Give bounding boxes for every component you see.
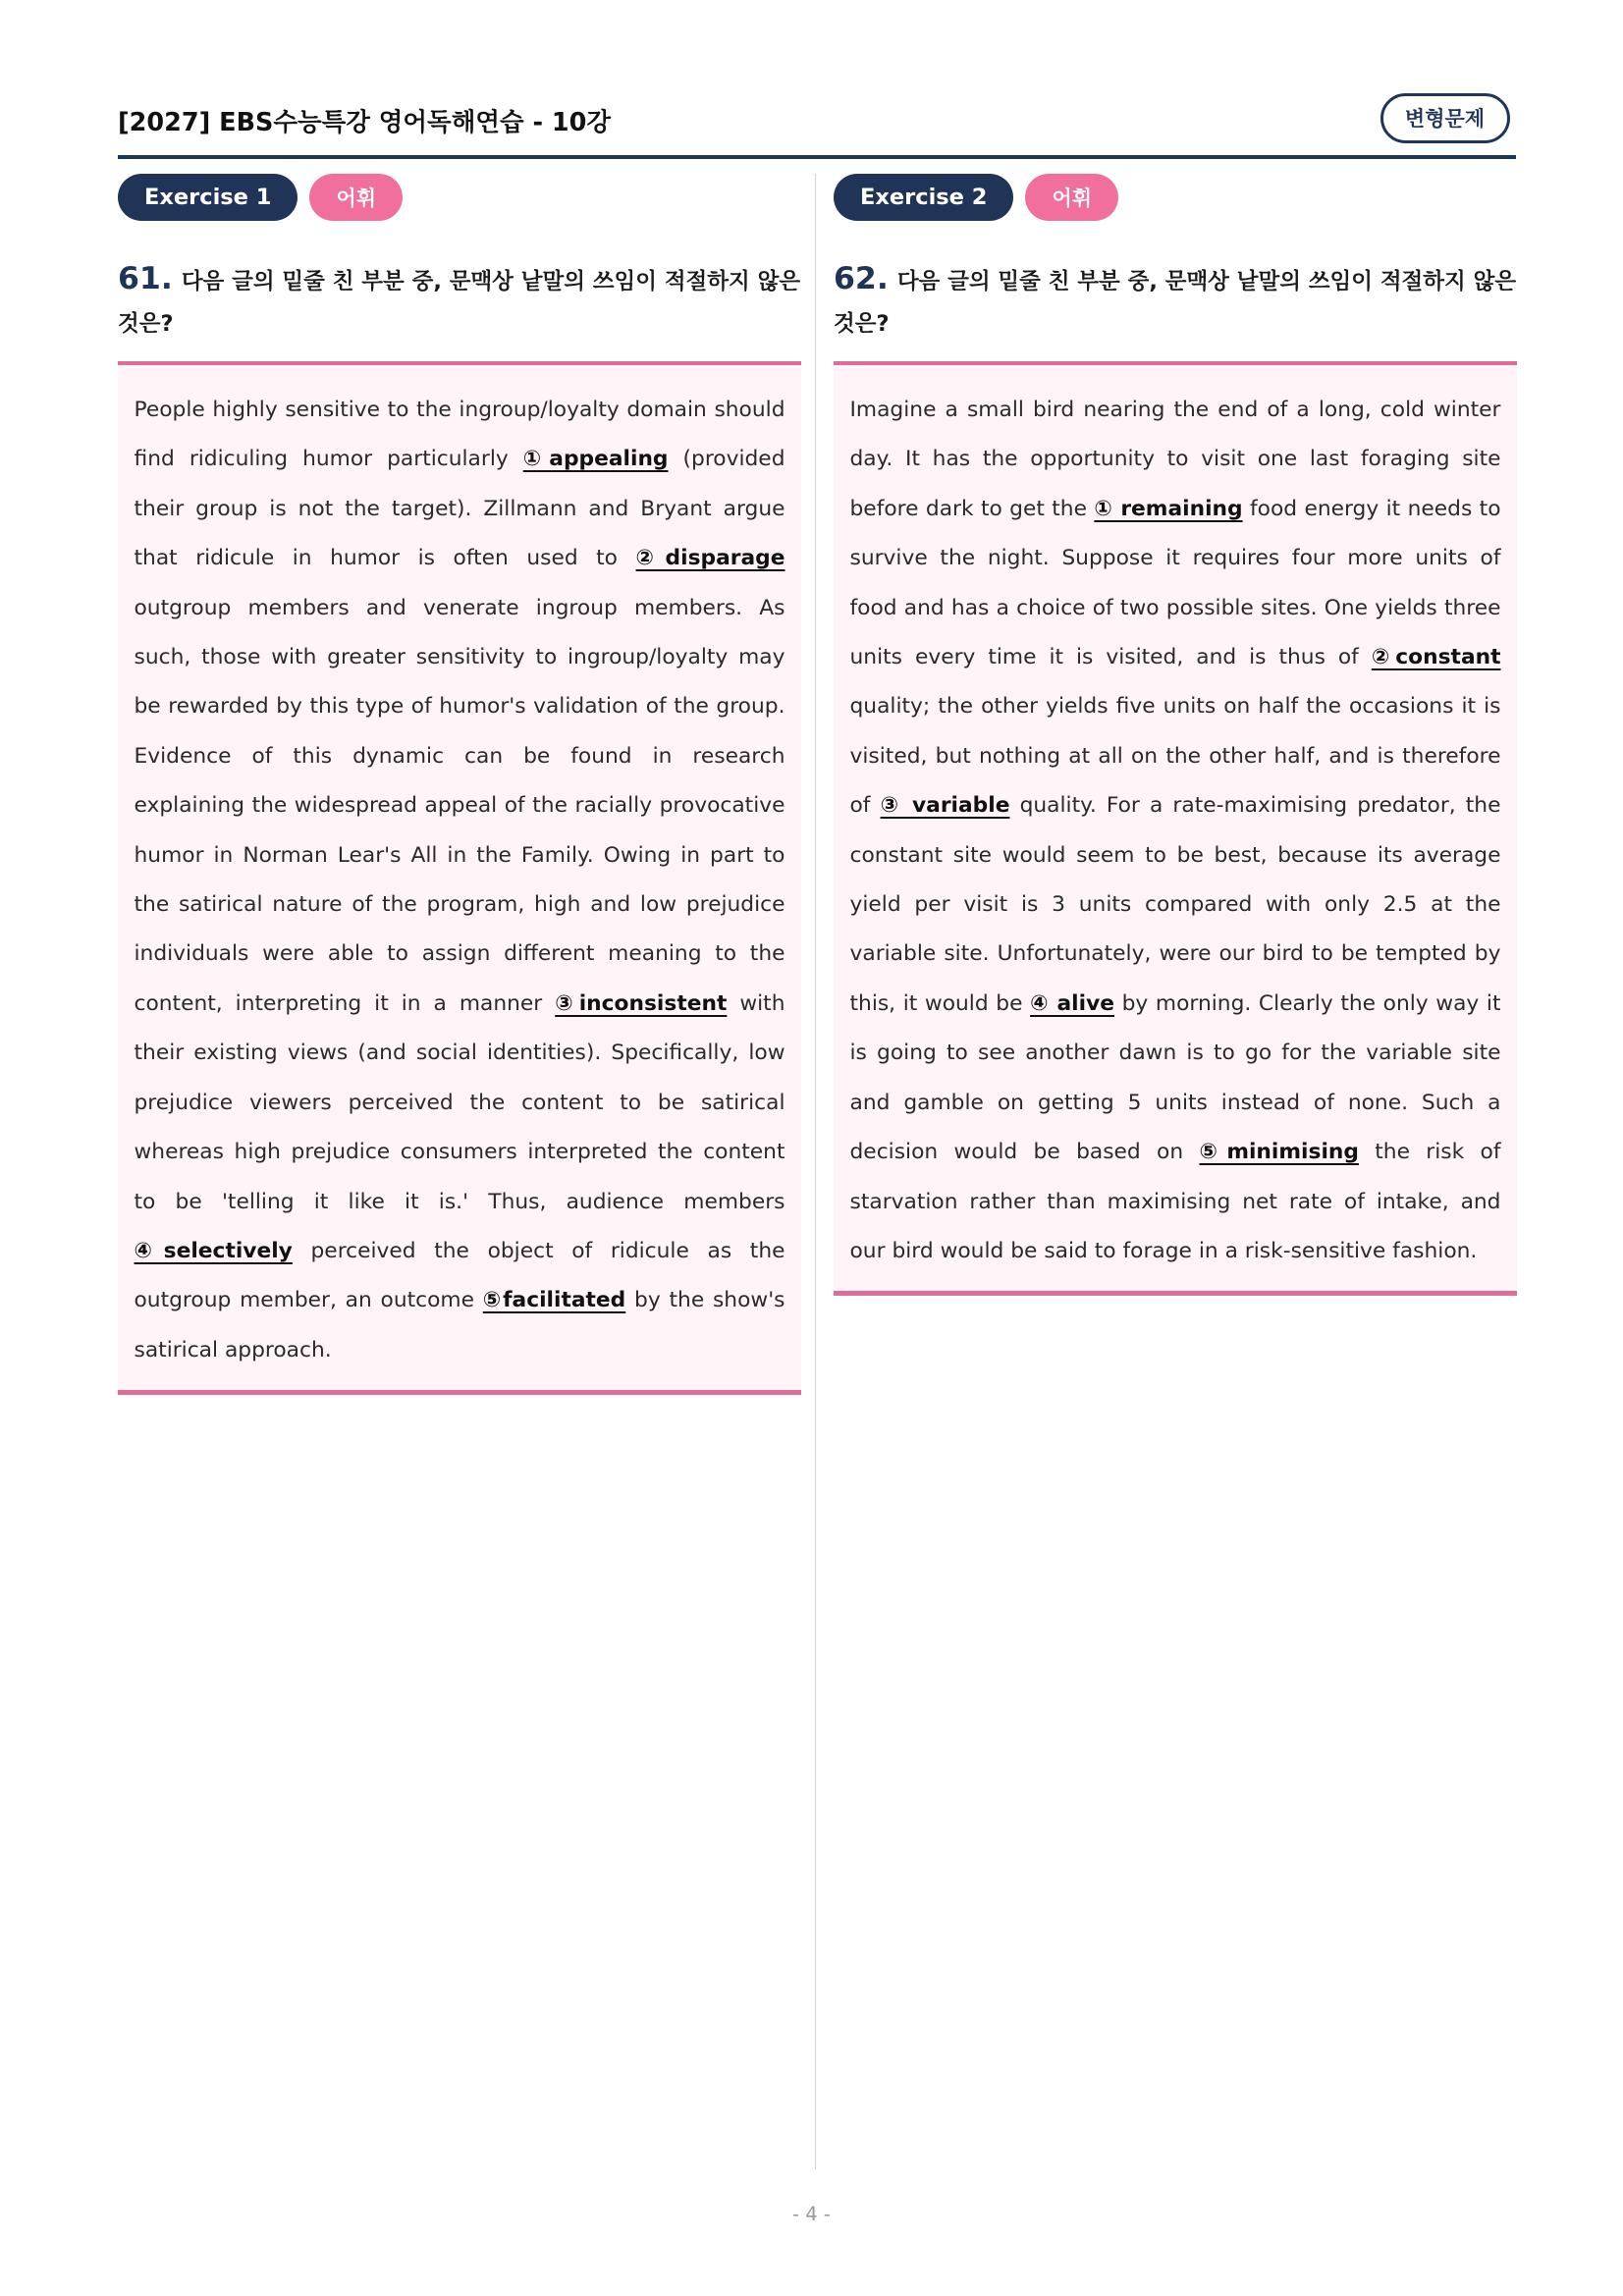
underlined-choice: ③ variable xyxy=(880,793,1010,819)
exercise-1-column xyxy=(118,174,801,1395)
exercise-2-category: 어휘 xyxy=(1025,174,1118,221)
column-divider xyxy=(815,174,817,2169)
passage-62-bottom-rule xyxy=(834,1291,1517,1296)
underlined-choice: ① remaining xyxy=(1094,496,1243,521)
question-62-number: 62. xyxy=(834,260,889,296)
passage-text: (provided their group is not the target). Zillmann and Bryant argue that ridicule in humor is often used to xyxy=(134,447,785,571)
passage-text: food energy it needs to survive the night. Suppose it requires four more units of food and has a choice of two possible sites. One yields three units every time it is visited, and is thus of xyxy=(849,496,1501,670)
passage-text: perceived the object of ridicule as the outgroup member, an outcome xyxy=(134,1238,785,1313)
question-62-prompt: 다음 글의 밑줄 친 부분 중, 문맥상 낱말의 쓰임이 적절하지 않은 것은? xyxy=(834,268,1517,337)
passage-text: by the show's satirical approach. xyxy=(134,1288,785,1362)
passage-text: Imagine a small bird nearing the end of a long, cold winter day. It has the opportunity to visit one last foraging site before dark to get the xyxy=(849,398,1501,521)
passage-61 xyxy=(118,365,801,1390)
question-61-prompt: 다음 글의 밑줄 친 부분 중, 문맥상 낱말의 쓰임이 적절하지 않은 것은? xyxy=(118,268,801,337)
underlined-choice: ⑤facilitated xyxy=(482,1288,626,1313)
exercise-2-column xyxy=(834,174,1517,1296)
question-type-badge: 변형문제 xyxy=(1380,93,1510,143)
question-61-number: 61. xyxy=(118,260,173,296)
document-title: [2027] EBS수능특강 영어독해연습 - 10강 xyxy=(118,108,612,137)
underlined-choice: ④ alive xyxy=(1030,990,1114,1016)
exercise-2-tags xyxy=(834,174,1517,221)
passage-text: People highly sensitive to the ingroup/loyalty domain should find ridiculing humor particularly xyxy=(134,398,785,472)
exercise-1-label: Exercise 1 xyxy=(118,174,298,221)
exercise-1-tags xyxy=(118,174,801,221)
passage-text: quality; the other yields five units on half the occasions it is visited, but nothing at all on the other half, and is therefore of xyxy=(849,694,1501,819)
page-number: - 4 - xyxy=(792,2203,831,2225)
passage-text: with their existing views (and social identities). Specifically, low prejudice viewers perceived the content to be satirical whereas high prejudice consumers interpreted the content to be 'telling it like it is.' Thus, audience members xyxy=(134,990,785,1214)
header-divider xyxy=(118,155,1516,160)
exercise-1-category: 어휘 xyxy=(309,174,403,221)
exercise-2-label: Exercise 2 xyxy=(834,174,1013,221)
passage-62 xyxy=(834,365,1517,1291)
underlined-choice: ①appealing xyxy=(522,447,669,472)
passage-text: the risk of starvation rather than maximising net rate of intake, and our bird would be said to forage in a risk-sensitive fashion. xyxy=(849,1140,1501,1263)
passage-61-bottom-rule xyxy=(118,1390,801,1395)
passage-text: outgroup members and venerate ingroup members. As such, those with greater sensitivity to ingroup/loyalty may be rewarded by this type of humor's validation of the group. Evidence of this dynamic can be found in research explaining the widespread appeal of the racially provocative humor in Norman Lear's All in the Family. Owing in part to the satirical nature of the program, high and low prejudice individuals were able to assign different meaning to the content, interpreting it in a manner xyxy=(134,595,785,1016)
passage-text: quality. For a rate-maximising predator, the constant site would seem to be best, because its average yield per visit is 3 units compared with only 2.5 at the variable site. Unfortunately, were our bird to be tempted by this, it would be xyxy=(849,793,1501,1016)
underlined-choice: ④selectively xyxy=(134,1238,293,1263)
underlined-choice: ②disparage xyxy=(635,546,785,571)
question-61 xyxy=(118,258,801,347)
underlined-choice: ②constant xyxy=(1371,645,1501,670)
passage-text: by morning. Clearly the only way it is going to see another dawn is to go for the variable site and gamble on getting 5 units instead of none. Such a decision would be based on xyxy=(849,990,1501,1165)
underlined-choice: ③inconsistent xyxy=(555,990,728,1016)
question-62 xyxy=(834,258,1517,347)
underlined-choice: ⑤minimising xyxy=(1199,1140,1359,1165)
